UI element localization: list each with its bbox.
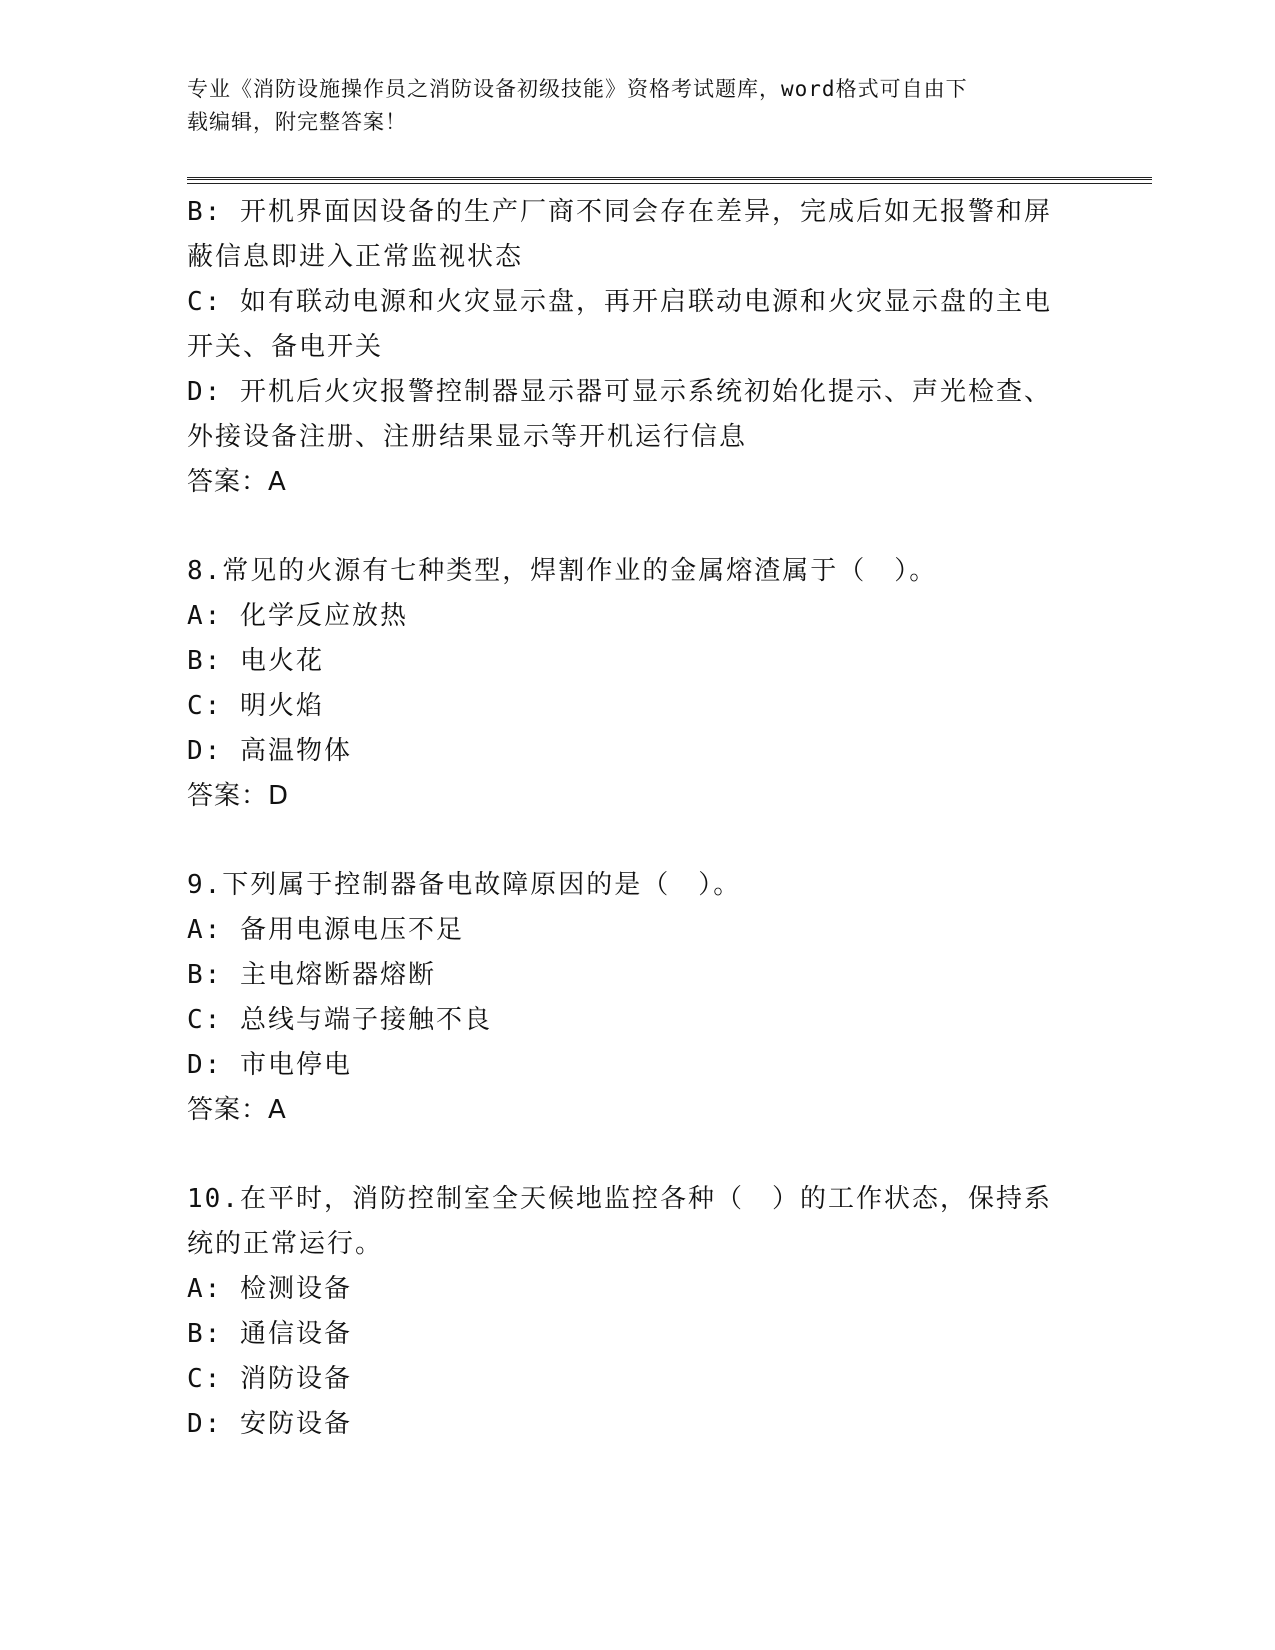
document-header: [187, 73, 1067, 139]
option-a: A: 备用电源电压不足: [187, 915, 464, 945]
option-d-line-1: D: 开机后火灾报警控制器显示器可显示系统初始化提示、声光检查、: [187, 377, 1052, 407]
option-b-line-1: B: 开机界面因设备的生产厂商不同会存在差异，完成后如无报警和屏: [187, 197, 1052, 227]
answer-line: 答案：A: [187, 467, 287, 497]
question-10: [187, 1177, 1087, 1447]
question-list: [187, 190, 1087, 1447]
header-line-2: 载编辑，附完整答案！: [187, 110, 407, 134]
option-d: D: 市电停电: [187, 1050, 352, 1080]
spacer: [187, 819, 1087, 863]
option-d: D: 安防设备: [187, 1409, 352, 1439]
spacer: [187, 505, 1087, 549]
header-line-1: 专业《消防设施操作员之消防设备初级技能》资格考试题库，word格式可自由下: [187, 77, 968, 101]
option-c-line-2: 开关、备电开关: [187, 332, 384, 362]
option-d-line-2: 外接设备注册、注册结果显示等开机运行信息: [187, 422, 748, 452]
question-7-tail: [187, 190, 1087, 505]
option-c: C: 总线与端子接触不良: [187, 1005, 492, 1035]
option-a: A: 化学反应放热: [187, 601, 408, 631]
option-b: B: 主电熔断器熔断: [187, 960, 436, 990]
option-c: C: 明火焰: [187, 691, 324, 721]
question-stem-line-1: 10.在平时，消防控制室全天候地监控各种（ ）的工作状态，保持系: [187, 1184, 1052, 1214]
option-b: B: 电火花: [187, 646, 324, 676]
option-c-line-1: C: 如有联动电源和火灾显示盘，再开启联动电源和火灾显示盘的主电: [187, 287, 1052, 317]
question-8: [187, 549, 1087, 819]
option-c: C: 消防设备: [187, 1364, 352, 1394]
option-b: B: 通信设备: [187, 1319, 352, 1349]
question-stem: 8.常见的火源有七种类型，焊割作业的金属熔渣属于（ ）。: [187, 556, 938, 586]
option-d: D: 高温物体: [187, 736, 352, 766]
question-9: [187, 863, 1087, 1133]
header-divider: [187, 177, 1152, 180]
question-stem-line-2: 统的正常运行。: [187, 1229, 384, 1259]
header-divider-inner: [187, 183, 1152, 184]
answer-line: 答案：D: [187, 781, 290, 811]
question-stem: 9.下列属于控制器备电故障原因的是（ ）。: [187, 870, 742, 900]
option-b-line-2: 蔽信息即进入正常监视状态: [187, 242, 524, 272]
spacer: [187, 1133, 1087, 1177]
option-a: A: 检测设备: [187, 1274, 352, 1304]
answer-line: 答案：A: [187, 1095, 287, 1125]
